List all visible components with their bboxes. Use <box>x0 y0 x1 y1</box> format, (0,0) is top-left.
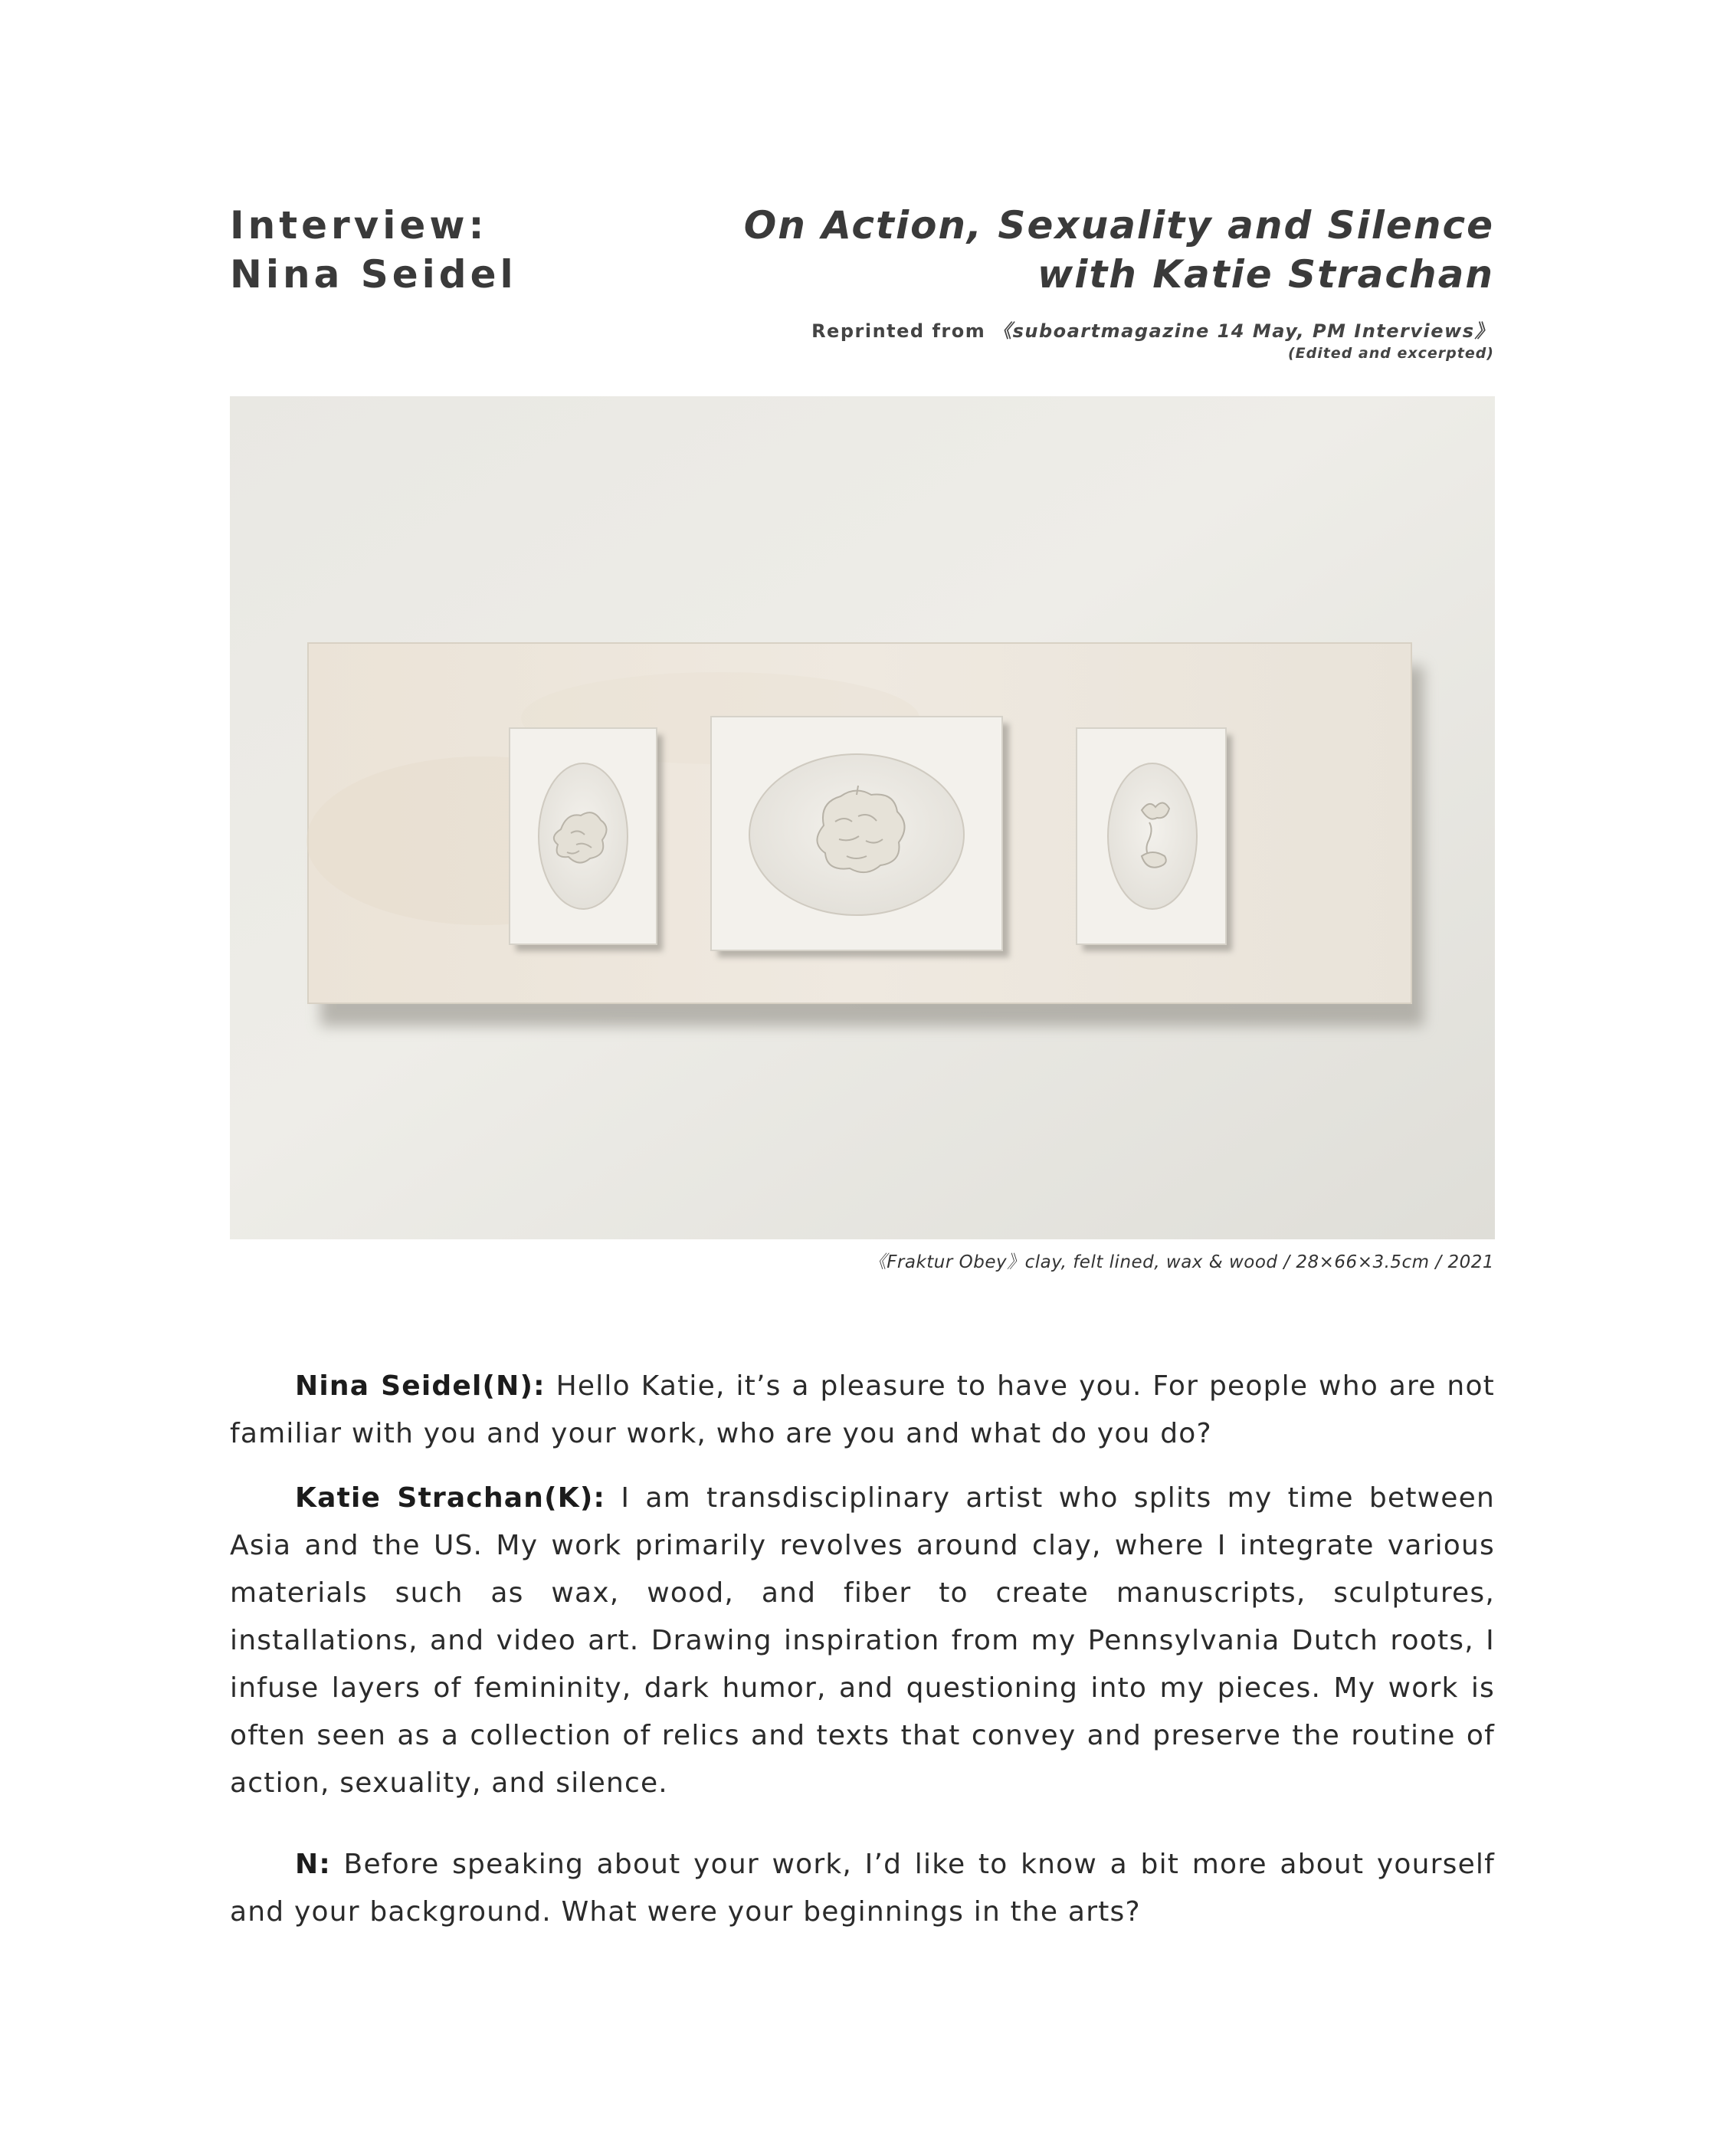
left-relief-panel <box>510 728 663 951</box>
paragraph-text: I am transdisciplinary artist who splits my time between Asia and the US. My work primarily revolves around clay, where I integrate various materials such as wax, wood, and fiber to create manuscripts, sculptures, installations, and video art. Drawing inspiration from my Pennsylvania Dutch roots, I infuse layers of femininity, dark humor, and questioning into my pieces. My work is often seen as a collection of relics and texts that convey and preserve the routine of action, sexuality, and silence. <box>230 1482 1495 1799</box>
paragraph-text: Before speaking about your work, I’d like to know a bit more about yourself and your background. What were your beginnings in the arts? <box>230 1849 1495 1928</box>
article-title <box>728 201 1494 299</box>
center-relief-panel <box>711 717 1009 957</box>
artwork-caption: 《Fraktur Obey》clay, felt lined, wax & wood / 28×66×3.5cm / 2021 <box>868 1252 1494 1272</box>
article-title-line2: with Katie Strachan <box>1037 252 1494 297</box>
edited-note: (Edited and excerpted) <box>1287 345 1494 362</box>
article-title-line1: On Action, Sexuality and Silence <box>743 203 1494 248</box>
interview-paragraph <box>230 1841 1495 1936</box>
speaker-label: Katie Strachan(K): <box>295 1482 606 1514</box>
interview-paragraph <box>230 1363 1495 1458</box>
interview-label <box>230 201 517 299</box>
interview-paragraph <box>230 1475 1495 1807</box>
reprint-source: 《suboartmagazine 14 May, PM Interviews》 <box>993 320 1494 342</box>
speaker-label: N: <box>295 1849 331 1880</box>
interviewer-name: Nina Seidel <box>230 252 517 297</box>
right-relief-panel <box>1077 728 1232 951</box>
interview-body <box>230 1363 1495 1936</box>
reprint-note <box>651 319 1494 343</box>
paragraph-text: Hello Katie, it’s a pleasure to have you. For people who are not familiar with you and your work, who are you and what do you do? <box>230 1370 1495 1449</box>
artwork-photo <box>230 396 1495 1239</box>
interview-label-line1: Interview: <box>230 203 488 248</box>
reprint-prefix: Reprinted from <box>811 320 994 342</box>
speaker-label: Nina Seidel(N): <box>295 1370 546 1402</box>
